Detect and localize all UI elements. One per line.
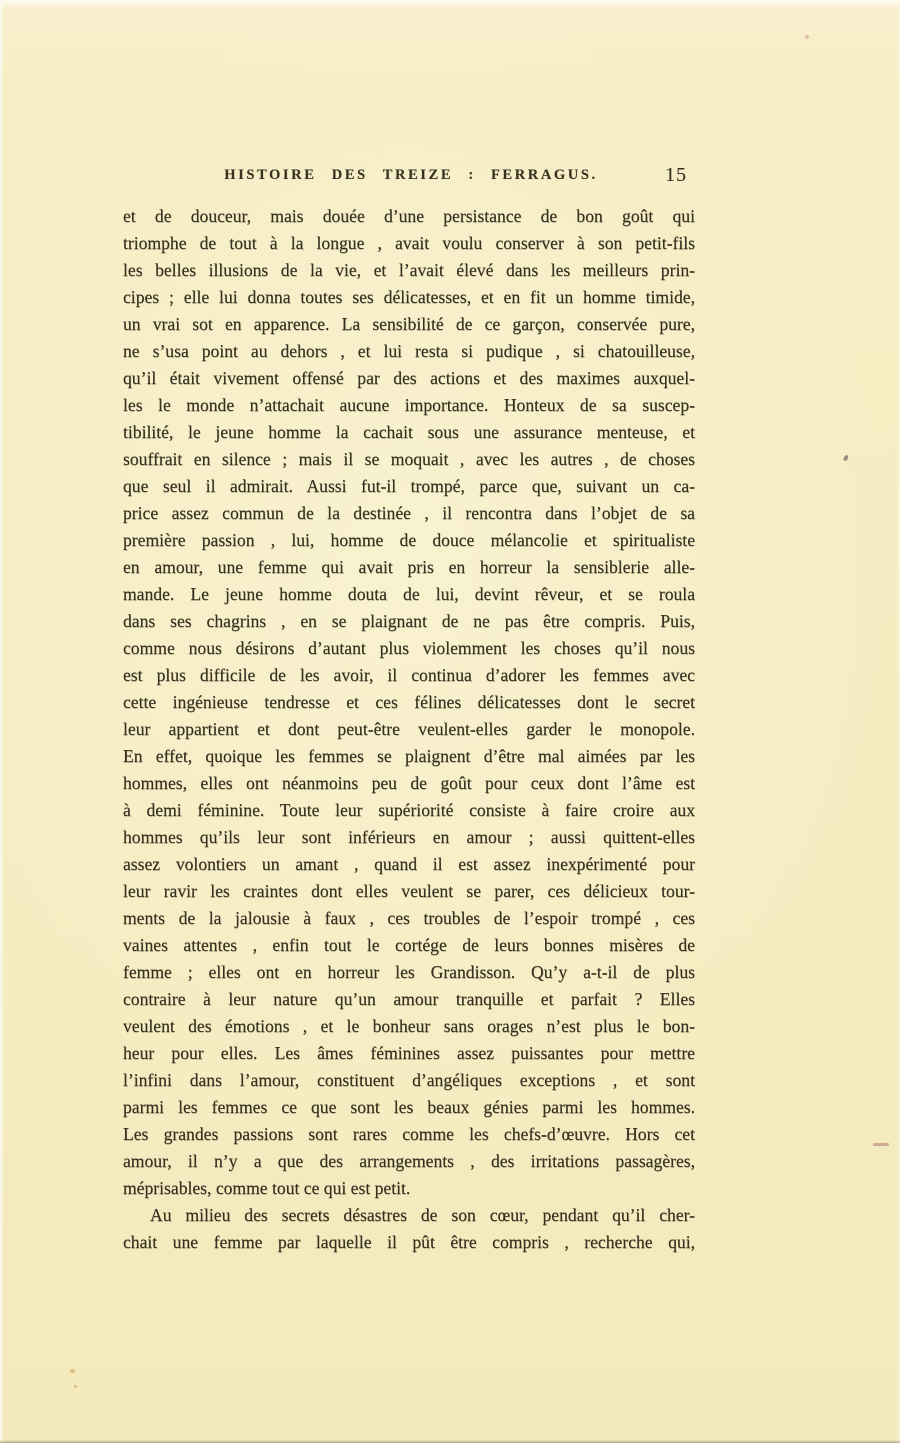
text-line: tibilité, le jeune homme la cachait sous une assurance menteuse, et (123, 422, 695, 442)
text-line: cette ingénieuse tendresse et ces félines délicatesses dont le secret (123, 692, 695, 712)
text-line: cipes ; elle lui donna toutes ses délicatesses, et en fit un homme timide, (123, 287, 695, 307)
text-line: comme nous désirons d’autant plus violemment les choses qu’il nous (123, 638, 695, 658)
text-line: les belles illusions de la vie, et l’avait élevé dans les meilleurs prin- (123, 260, 695, 280)
text-line: un vrai sot en apparence. La sensibilité de ce garçon, conservée pure, (123, 314, 695, 334)
text-line: price assez commun de la destinée , il rencontra dans l’objet de sa (123, 503, 695, 523)
text-line: dans ses chagrins , en se plaignant de ne pas être compris. Puis, (123, 611, 695, 631)
text-line: ne s’usa point au dehors , et lui resta si pudique , si chatouilleuse, (123, 341, 695, 361)
scan-edge-left (0, 0, 4, 1443)
text-line: leur appartient et dont peut-être veulent-elles garder le monopole. (123, 719, 695, 739)
text-line: en amour, une femme qui avait pris en horreur la sensiblerie alle- (123, 557, 695, 577)
text-line: méprisables, comme tout ce qui est petit. (123, 1178, 411, 1198)
scan-speck (843, 455, 849, 462)
text-line: hommes qu’ils leur sont inférieurs en amour ; aussi quittent-elles (123, 827, 695, 847)
text-line: les le monde n’attachait aucune importance. Honteux de sa suscep- (123, 395, 695, 415)
text-line: assez volontiers un amant , quand il est assez inexpérimenté pour (123, 854, 695, 874)
text-line: Au milieu des secrets désastres de son cœur, pendant qu’il cher- (150, 1205, 695, 1225)
text-line: et de douceur, mais douée d’une persistance de bon goût qui (123, 206, 695, 226)
scan-speck (70, 1369, 75, 1373)
page-number: 15 (665, 164, 687, 186)
text-line: triomphe de tout à la longue , avait voulu conserver à son petit-fils (123, 233, 695, 253)
text-line: mande. Le jeune homme douta de lui, devint rêveur, et se roula (123, 584, 695, 604)
text-line: à demi féminine. Toute leur supériorité consiste à faire croire aux (123, 800, 695, 820)
text-line: heur pour elles. Les âmes féminines assez puissantes pour mettre (123, 1043, 695, 1063)
running-head (123, 164, 695, 191)
scan-speck (805, 35, 809, 39)
text-line: parmi les femmes ce que sont les beaux génies parmi les hommes. (123, 1097, 695, 1117)
scan-speck (74, 1385, 77, 1388)
text-line: hommes, elles ont néanmoins peu de goût pour ceux dont l’âme est (123, 773, 695, 793)
text-line: femme ; elles ont en horreur les Grandisson. Qu’y a-t-il de plus (123, 962, 695, 982)
text-line: vaines attentes , enfin tout le cortége de leurs bonnes misères de (123, 935, 695, 955)
text-line: ments de la jalousie à faux , ces troubles de l’espoir trompé , ces (123, 908, 695, 928)
text-line: qu’il était vivement offensé par des actions et des maximes auxquel- (123, 368, 695, 388)
text-block (123, 203, 695, 1256)
text-line: que seul il admirait. Aussi fut-il trompé, parce que, suivant un ca- (123, 476, 695, 496)
text-line: première passion , lui, homme de douce mélancolie et spiritualiste (123, 530, 695, 550)
text-line: amour, il n’y a que des arrangements , des irritations passagères, (123, 1151, 695, 1171)
text-line: Les grandes passions sont rares comme les chefs-d’œuvre. Hors cet (123, 1124, 695, 1144)
text-line: souffrait en silence ; mais il se moquait , avec les autres , de choses (123, 449, 695, 469)
text-line: leur ravir les craintes dont elles veulent se parer, ces délicieux tour- (123, 881, 695, 901)
text-line: chait une femme par laquelle il pût être compris , recherche qui, (123, 1232, 695, 1252)
scan-speck (873, 1143, 889, 1146)
text-line: contraire à leur nature qu’un amour tranquille et parfait ? Elles (123, 989, 695, 1009)
text-line: est plus difficile de les avoir, il continua d’adorer les femmes avec (123, 665, 695, 685)
text-line: En effet, quoique les femmes se plaignent d’être mal aimées par les (123, 746, 695, 766)
running-title: HISTOIRE DES TREIZE : FERRAGUS. (224, 167, 598, 183)
text-line: veulent des émotions , et le bonheur sans orages n’est plus le bon- (123, 1016, 695, 1036)
text-line: l’infini dans l’amour, constituent d’angéliques exceptions , et sont (123, 1070, 695, 1090)
scan-edge-top (0, 0, 900, 8)
